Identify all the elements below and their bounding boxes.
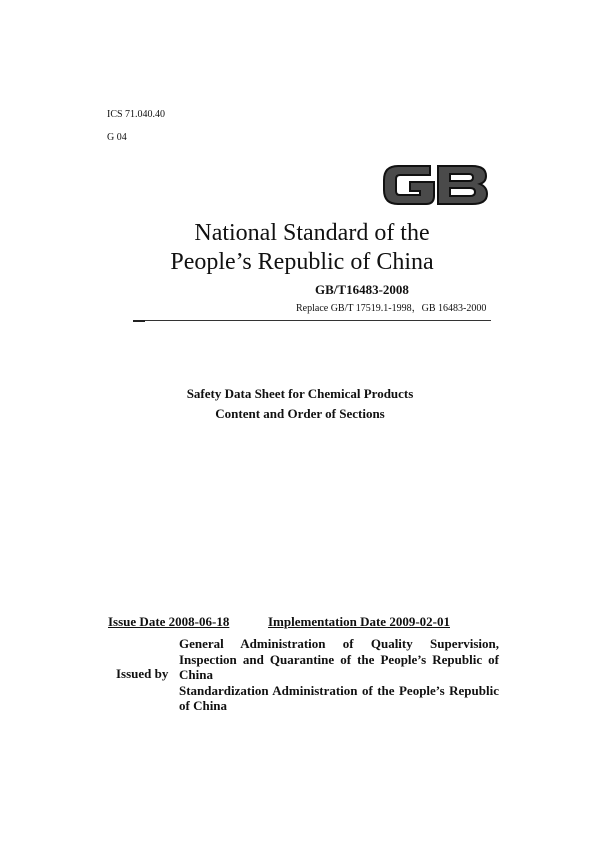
rule-stub	[133, 320, 145, 322]
replaced-standards: Replace GB/T 17519.1-1998，GB 16483-2000	[296, 303, 487, 314]
title-line-1: National Standard of the	[194, 220, 430, 246]
ics-code: ICS 71.040.40	[107, 109, 166, 120]
gb-logo	[380, 158, 490, 210]
title-line-2: People’s Republic of China	[170, 249, 434, 275]
horizontal-rule	[133, 320, 491, 321]
issue-date: Issue Date 2008-06-18	[108, 614, 230, 629]
issued-by-label: Issued by	[116, 666, 169, 681]
issuers-list	[179, 636, 499, 714]
implementation-date: Implementation Date 2009-02-01	[268, 614, 450, 629]
subject-line-2: Content and Order of Sections	[215, 406, 385, 421]
subject-line-1: Safety Data Sheet for Chemical Products	[186, 386, 414, 401]
issuer-aqsiq: General Administration of Quality Supervision, Inspection and Quarantine of the People’s Republic of China	[179, 636, 499, 682]
classification-code: G 04	[107, 132, 127, 143]
issuer-sac: Standardization Administration of the People’s Republic of China	[179, 682, 499, 713]
standard-number: GB/T16483-2008	[315, 282, 409, 297]
